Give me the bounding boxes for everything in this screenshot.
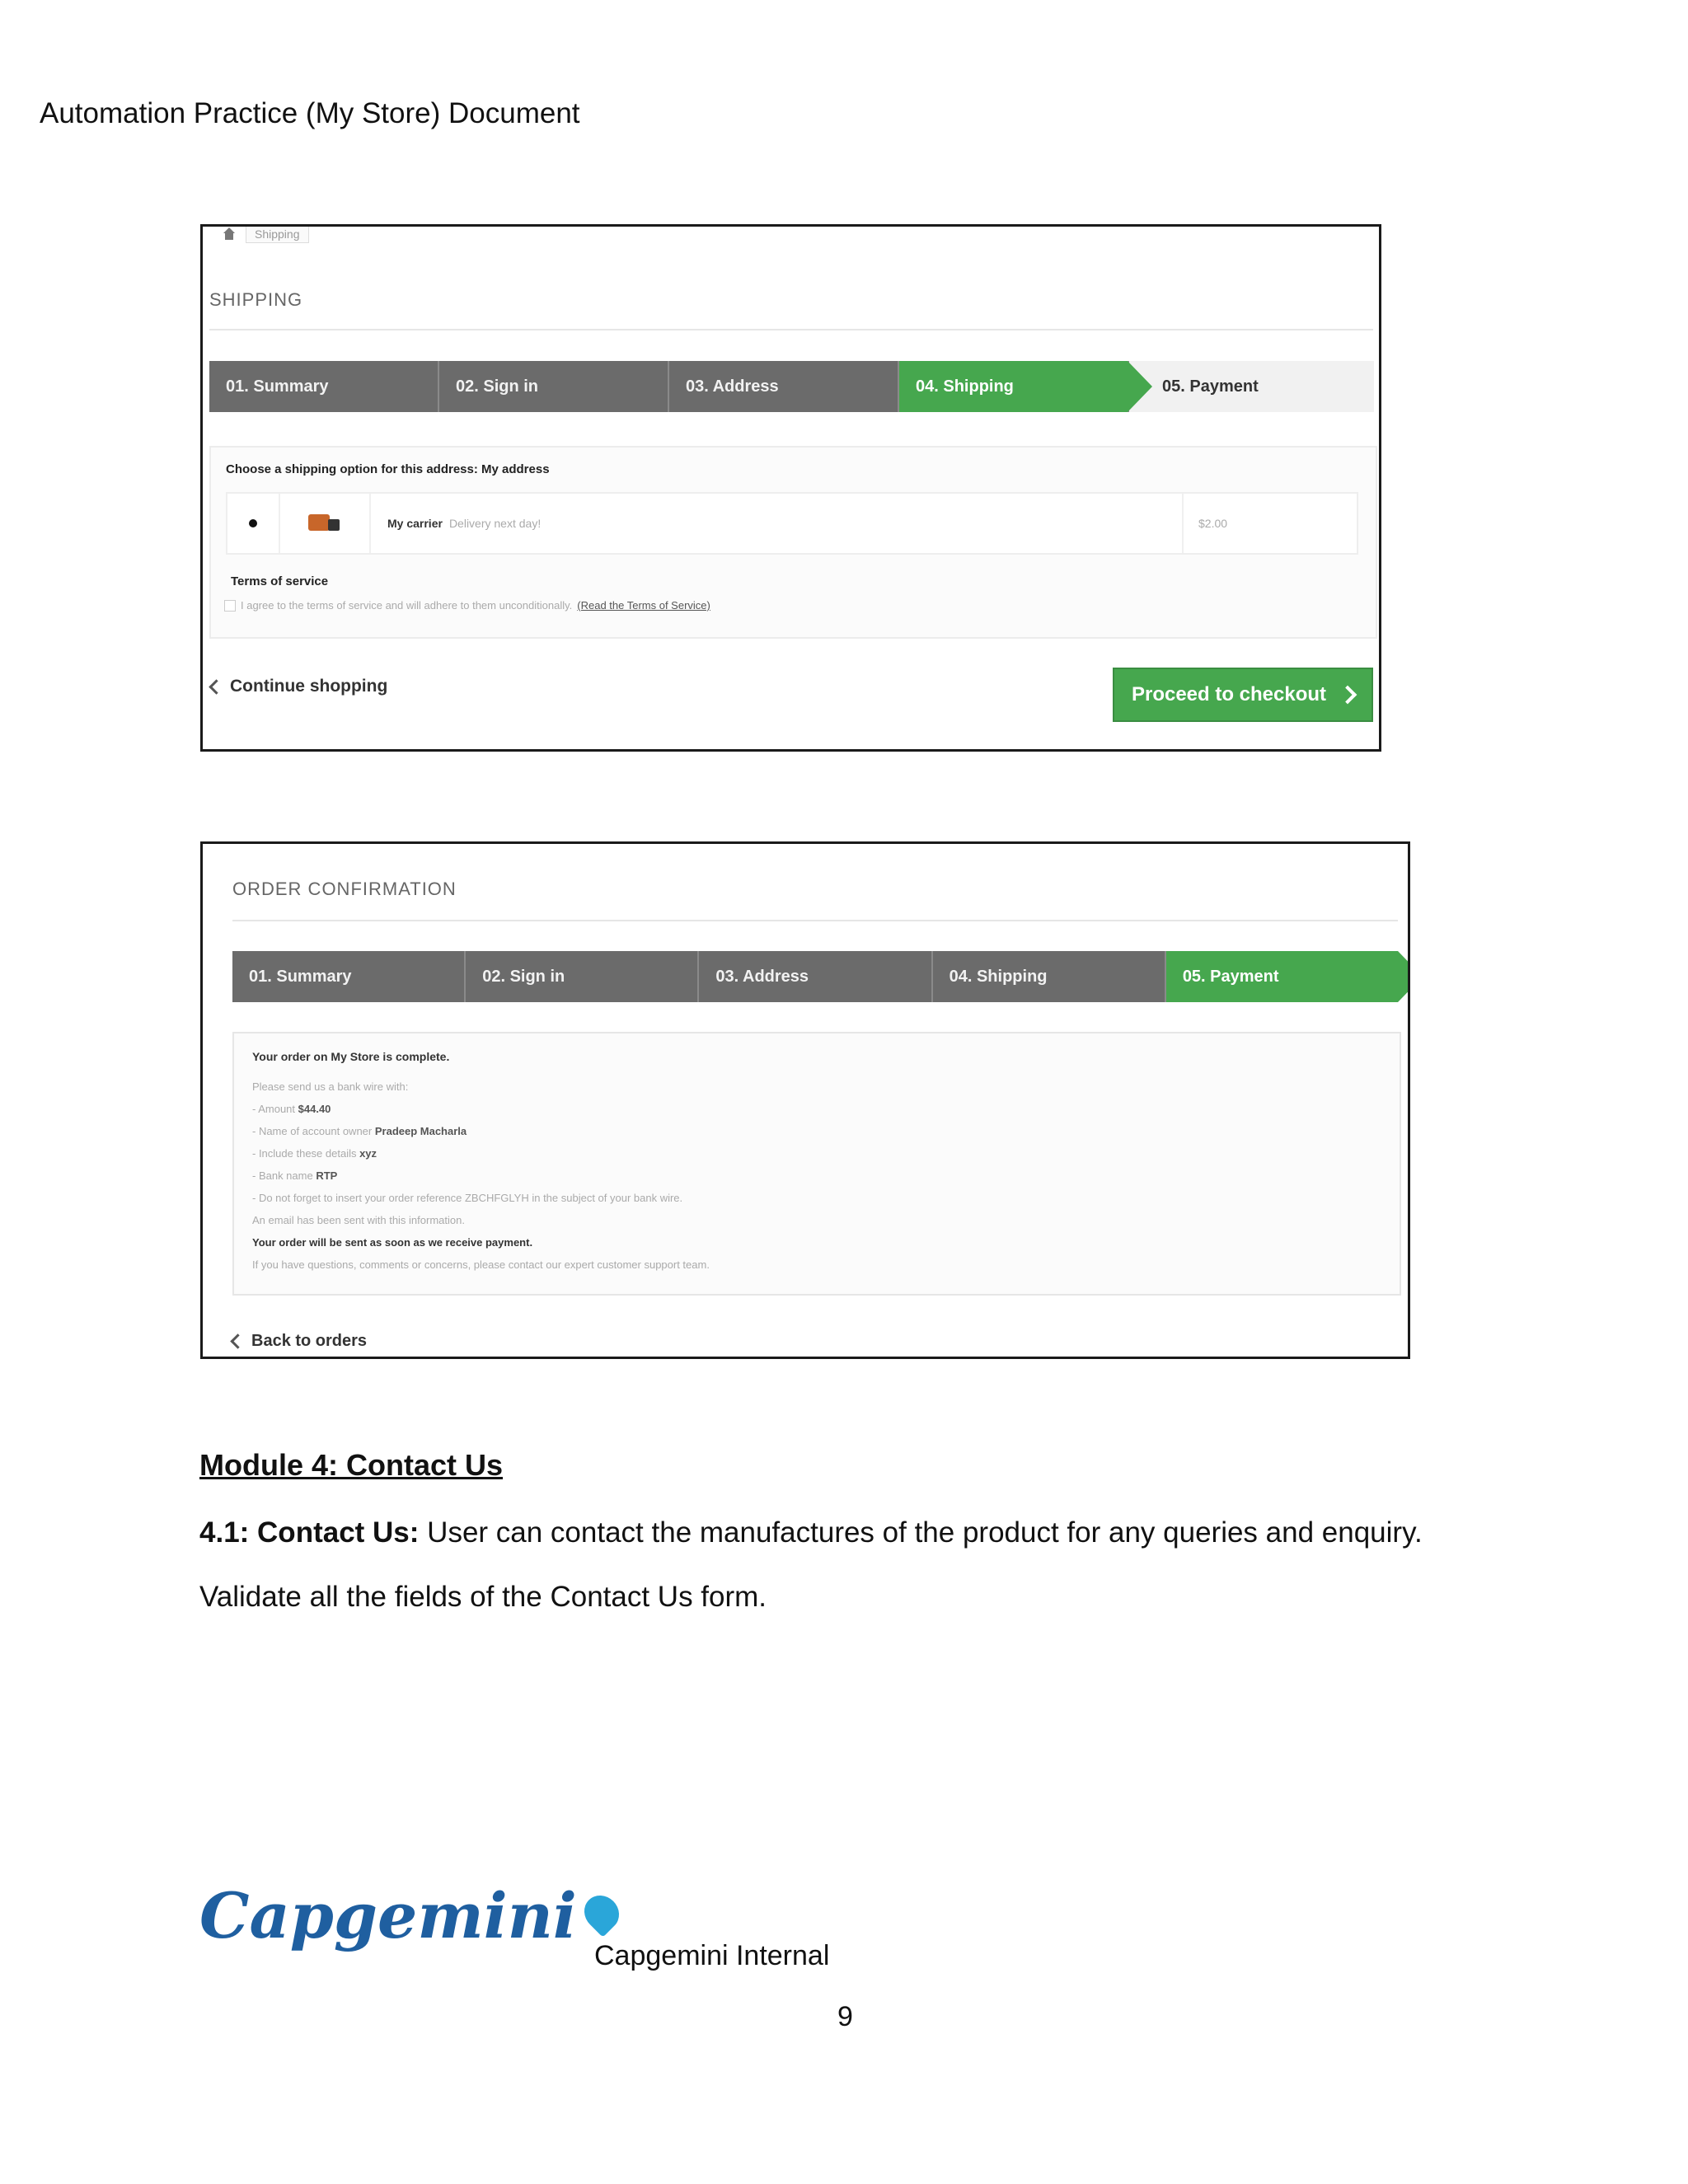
step-sign-in[interactable]: 02. Sign in [439, 361, 669, 412]
module-title: Module 4: Contact Us [199, 1448, 504, 1482]
breadcrumb-shipping: Shipping [246, 225, 309, 243]
proceed-to-checkout-label: Proceed to checkout [1131, 683, 1327, 705]
breadcrumb [221, 225, 309, 243]
tos-checkbox[interactable] [224, 600, 236, 612]
confirmation-line: - Name of account owner Pradeep Macharla [252, 1125, 467, 1137]
continue-shopping-link[interactable] [211, 677, 387, 696]
confirmation-message-box [232, 1032, 1401, 1296]
step-address[interactable]: 03. Address [699, 951, 932, 1002]
spade-icon [579, 1893, 628, 1939]
chevron-left-icon [230, 1333, 245, 1348]
step-address[interactable]: 03. Address [669, 361, 899, 412]
step-shipping[interactable]: 04. Shipping [899, 361, 1129, 412]
confirmation-line: An email has been sent with this information. [252, 1214, 465, 1226]
confirmation-line: Please send us a bank wire with: [252, 1080, 409, 1093]
shipping-screenshot [200, 224, 1381, 752]
chevron-left-icon [209, 679, 223, 694]
module-item-label: 4.1: Contact Us: [199, 1516, 420, 1549]
confirmation-line: - Include these details xyz [252, 1147, 377, 1160]
confirmation-line: - Do not forget to insert your order reference ZBCHFGLYH in the subject of your bank wire. [252, 1192, 683, 1204]
carrier-info-cell [371, 494, 1184, 553]
logo-text: Capgemini [199, 1879, 577, 1952]
checkout-steps [209, 361, 1374, 412]
heading-divider [232, 920, 1398, 921]
confirmation-line: Your order on My Store is complete. [252, 1050, 450, 1063]
step-payment[interactable]: 05. Payment [1129, 361, 1374, 412]
chevron-right-icon [1339, 686, 1357, 705]
tos-link[interactable]: (Read the Terms of Service) [577, 599, 710, 612]
tos-title: Terms of service [231, 574, 329, 588]
page-heading: SHIPPING [209, 289, 303, 310]
page-heading: ORDER CONFIRMATION [232, 879, 457, 899]
confirmation-line: - Amount $44.40 [252, 1103, 331, 1115]
tos-agreement [224, 599, 710, 612]
proceed-to-checkout-button[interactable] [1113, 668, 1373, 722]
carrier-logo-cell [280, 494, 371, 553]
step-payment[interactable]: 05. Payment [1166, 951, 1398, 1002]
carrier-price: $2.00 [1198, 517, 1228, 530]
module-item [199, 1516, 1423, 1549]
confirmation-line: Your order will be sent as soon as we receive payment. [252, 1236, 533, 1249]
carrier-radio-cell[interactable] [227, 494, 280, 553]
checkout-steps [232, 951, 1398, 1002]
step-shipping[interactable]: 04. Shipping [933, 951, 1166, 1002]
continue-shopping-label: Continue shopping [230, 677, 388, 696]
back-to-orders-label: Back to orders [251, 1332, 368, 1350]
tos-text: I agree to the terms of service and will adhere to them unconditionally. [241, 599, 573, 612]
validate-instruction: Validate all the fields of the Contact Us form. [199, 1581, 767, 1613]
module-item-text: User can contact the manufactures of the product for any queries and enquiry. [419, 1516, 1423, 1549]
step-sign-in[interactable]: 02. Sign in [466, 951, 699, 1002]
confirmation-line: - Bank name RTP [252, 1169, 338, 1182]
home-icon[interactable] [221, 227, 237, 241]
carrier-name: My carrier [387, 517, 443, 530]
heading-divider [209, 329, 1373, 330]
carrier-row[interactable] [226, 492, 1358, 555]
footer-label: Capgemini Internal [594, 1940, 830, 1971]
order-confirmation-screenshot [200, 841, 1410, 1359]
carrier-price-cell [1184, 494, 1345, 553]
capgemini-logo [199, 1879, 628, 1952]
document-header: Automation Practice (My Store) Document [40, 97, 580, 129]
truck-icon [308, 511, 341, 536]
shipping-option-title: Choose a shipping option for this address: My address [226, 462, 550, 476]
radio-selected-icon[interactable] [249, 519, 257, 527]
back-to-orders-link[interactable] [232, 1332, 367, 1351]
confirmation-line: If you have questions, comments or concerns, please contact our expert customer support team. [252, 1258, 710, 1271]
step-summary[interactable]: 01. Summary [232, 951, 466, 1002]
carrier-description: Delivery next day! [448, 517, 542, 530]
page-number: 9 [837, 2001, 853, 2032]
step-summary[interactable]: 01. Summary [209, 361, 439, 412]
